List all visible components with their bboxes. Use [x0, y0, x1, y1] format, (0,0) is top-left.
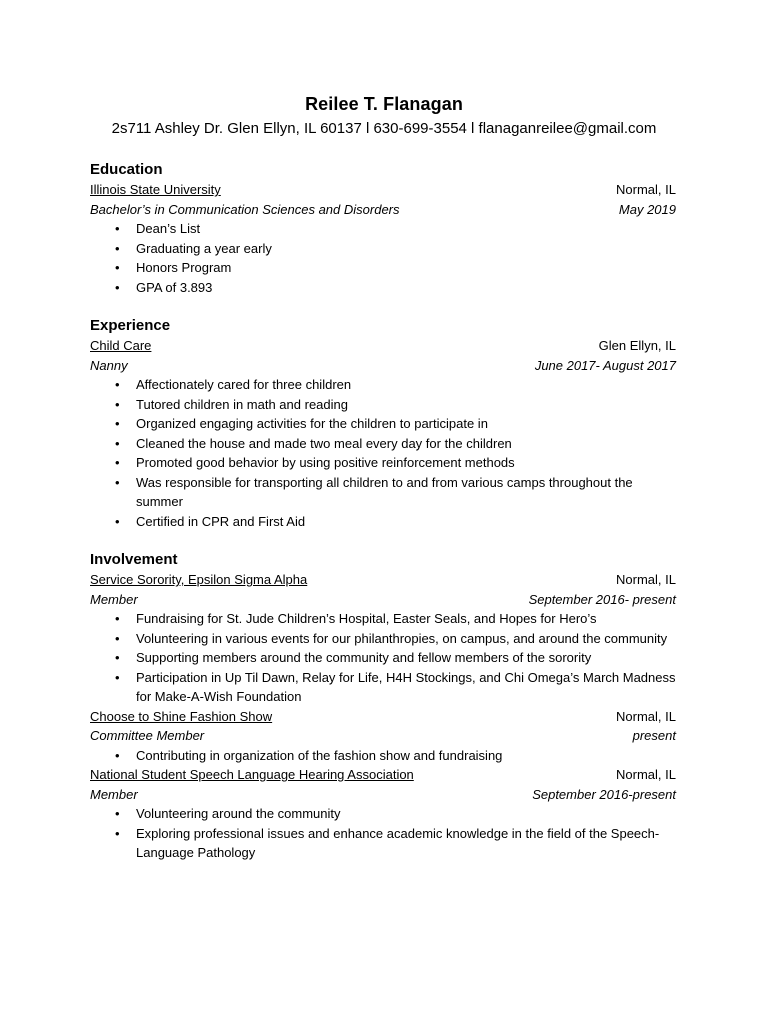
date-range: May 2019: [618, 201, 676, 217]
entry-header-row: [90, 707, 676, 727]
role-title: Committee Member: [90, 728, 205, 743]
role-title: Nanny: [90, 357, 128, 373]
bullet-item: • Supporting members around the community and fellow members of the sorority: [136, 648, 676, 668]
role-title: Member: [90, 786, 138, 802]
role-title: Member: [90, 591, 138, 607]
date-range: June 2017- August 2017: [534, 357, 676, 373]
entry-header-row: [90, 336, 676, 356]
location: Normal, IL: [616, 767, 676, 782]
resume-entry: [90, 765, 676, 863]
contact-line: 2s711 Ashley Dr. Glen Ellyn, IL 60137 l 630-699-3554 l flanaganreilee@gmail.com: [111, 120, 657, 137]
bullet-item: • Fundraising for St. Jude Children’s Hospital, Easter Seals, and Hopes for Hero’s: [136, 609, 676, 629]
entry-role-row: [90, 356, 676, 376]
bullet-item: • Volunteering in various events for our philanthropies, on campus, and around the community: [136, 629, 676, 649]
bullet-item: • Certified in CPR and First Aid: [136, 512, 676, 532]
role-title: Bachelor’s in Communication Sciences and Disorders: [90, 201, 400, 217]
section-experience: [90, 316, 676, 531]
organization-name: Child Care: [90, 338, 152, 353]
organization-name: Illinois State University: [90, 182, 221, 197]
location: Normal, IL: [616, 572, 676, 587]
location: Normal, IL: [616, 708, 676, 724]
bullet-item: • Volunteering around the community: [136, 804, 676, 824]
entry-header-row: [90, 180, 676, 200]
organization-name: Service Sorority, Epsilon Sigma Alpha: [90, 572, 308, 587]
bullet-list: [90, 375, 676, 531]
resume-name: Reilee T. Flanagan: [305, 94, 463, 114]
location: Glen Ellyn, IL: [598, 338, 676, 353]
bullet-item: • Exploring professional issues and enhance academic knowledge in the field of the Speech- Language Pathology: [136, 824, 676, 863]
bullet-item: • Affectionately cared for three children: [136, 375, 676, 395]
resume-body: [90, 160, 676, 882]
bullet-list: [90, 219, 676, 297]
resume-entry: [90, 180, 676, 297]
section-heading: Involvement: [90, 551, 178, 568]
section-involvement: [90, 550, 676, 863]
bullet-list: [90, 746, 676, 766]
organization-name: National Student Speech Language Hearing Association: [90, 767, 414, 782]
location: Normal, IL: [616, 182, 676, 197]
entry-role-row: [90, 726, 676, 746]
bullet-item: • Promoted good behavior by using positive reinforcement methods: [136, 453, 676, 473]
bullet-item: • GPA of 3.893: [136, 278, 676, 298]
entry-role-row: [90, 785, 676, 805]
organization-name: Choose to Shine Fashion Show: [90, 708, 273, 724]
entry-header-row: [90, 765, 676, 785]
bullet-list: [90, 804, 676, 863]
date-range: September 2016- present: [528, 591, 676, 607]
bullet-item: • Organized engaging activities for the children to participate in: [136, 414, 676, 434]
date-range: September 2016-present: [532, 786, 676, 802]
entry-header-row: [90, 570, 676, 590]
resume-entry: [90, 570, 676, 707]
bullet-item: • Tutored children in math and reading: [136, 395, 676, 415]
bullet-item: • Participation in Up Til Dawn, Relay for Life, H4H Stockings, and Chi Omega’s March Madness for Make-A-Wish Foundation: [136, 668, 676, 707]
section-education: [90, 160, 676, 297]
bullet-item: • Honors Program: [136, 258, 676, 278]
bullet-item: • Cleaned the house and made two meal every day for the children: [136, 434, 676, 454]
resume-entry: [90, 707, 676, 766]
bullet-item: • Graduating a year early: [136, 239, 676, 259]
bullet-list: [90, 609, 676, 707]
bullet-item: • Was responsible for transporting all children to and from various camps throughout the summer: [136, 473, 676, 512]
bullet-item: • Dean’s List: [136, 219, 676, 239]
date-range: present: [632, 728, 676, 743]
resume-entry: [90, 336, 676, 531]
entry-role-row: [90, 590, 676, 610]
section-heading: Experience: [90, 317, 171, 334]
section-heading: Education: [90, 161, 163, 178]
entry-role-row: [90, 200, 676, 220]
bullet-item: • Contributing in organization of the fashion show and fundraising: [136, 746, 676, 766]
